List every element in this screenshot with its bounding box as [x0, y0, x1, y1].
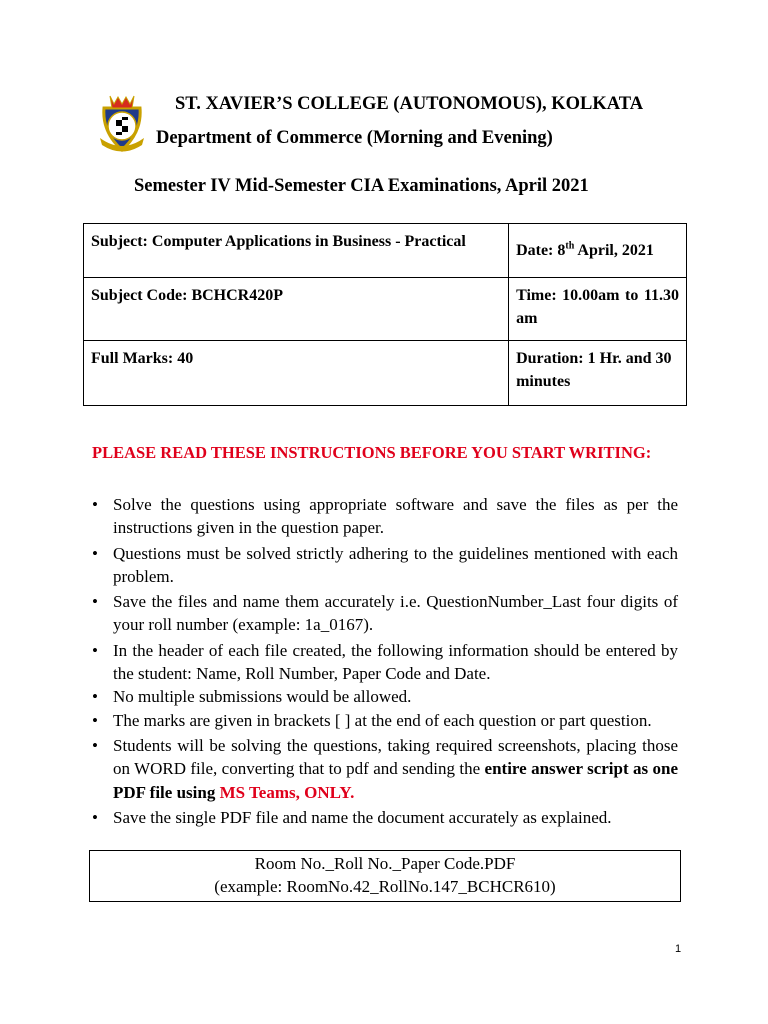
list-item: • No multiple submissions would be allowed. — [92, 685, 678, 708]
full-marks-cell: Full Marks: 40 — [84, 341, 509, 406]
list-item: • Save the single PDF file and name the document accurately as explained. — [92, 806, 678, 829]
department-name: Department of Commerce (Morning and Evening) — [156, 128, 553, 148]
list-item: • Students will be solving the questions, taking required screenshots, placing those on WORD file, converting that to pdf and sending the entire answer script as one PDF file using MS Teams, ONLY. — [92, 734, 678, 804]
subject-cell: Subject: Computer Applications in Business - Practical — [84, 224, 509, 278]
exam-info-table — [83, 223, 687, 406]
exam-title: Semester IV Mid-Semester CIA Examinations, April 2021 — [134, 176, 589, 196]
list-item: • The marks are given in brackets [ ] at the end of each question or part question. — [92, 709, 678, 732]
college-name: ST. XAVIER’S COLLEGE (AUTONOMOUS), KOLKATA — [175, 94, 644, 114]
instructions-list — [92, 493, 678, 829]
duration-cell: Duration: 1 Hr. and 30 minutes — [509, 341, 687, 406]
list-item: • Solve the questions using appropriate software and save the files as per the instructions given in the question paper. — [92, 493, 678, 540]
subject-code-cell: Subject Code: BCHCR420P — [84, 278, 509, 341]
filename-format: Room No._Roll No._Paper Code.PDF — [254, 854, 516, 873]
filename-example-box — [89, 850, 681, 902]
page-number: 1 — [675, 943, 682, 955]
instructions-heading: PLEASE READ THESE INSTRUCTIONS BEFORE YOU START WRITING: — [92, 443, 652, 462]
college-crest-icon — [96, 92, 148, 154]
time-cell: Time: 10.00am to 11.30 am — [509, 278, 687, 341]
list-item: • Questions must be solved strictly adhering to the guidelines mentioned with each problem. — [92, 542, 678, 589]
date-cell: Date: 8th April, 2021 — [509, 224, 687, 278]
filename-example: (example: RoomNo.42_RollNo.147_BCHCR610) — [214, 877, 556, 896]
list-item: • Save the files and name them accurately i.e. QuestionNumber_Last four digits of your roll number (example: 1a_0167). — [92, 590, 678, 637]
list-item: • In the header of each file created, the following information should be entered by the student: Name, Roll Number, Paper Code and Date. — [92, 639, 678, 686]
